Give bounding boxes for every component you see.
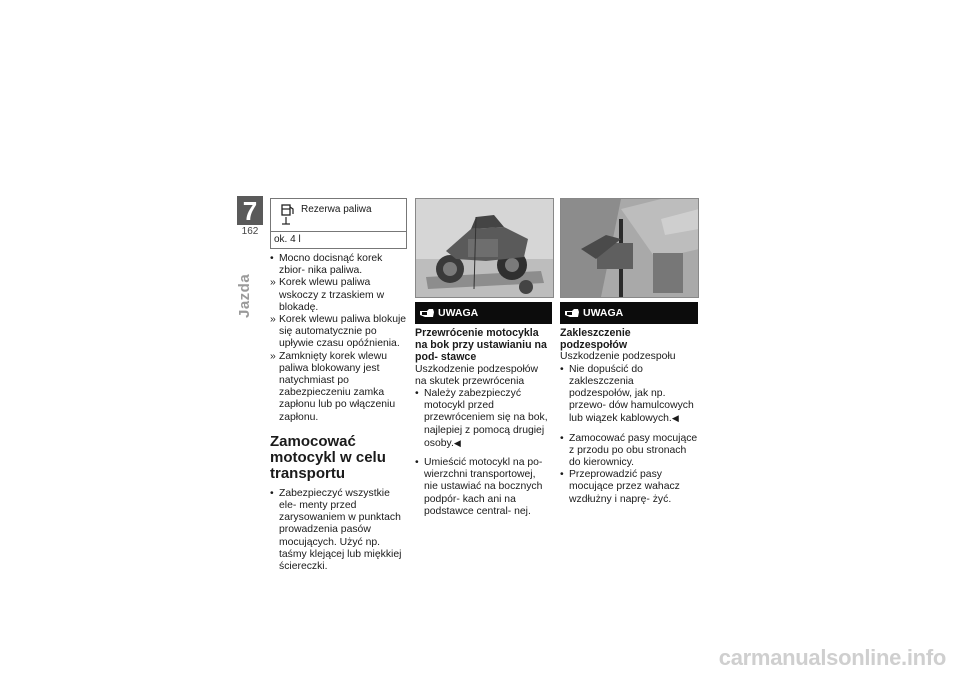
result-marker: » — [270, 314, 276, 326]
warning-label: UWAGA — [583, 307, 624, 319]
warning-list — [560, 364, 698, 426]
fuel-reserve-header — [271, 199, 406, 232]
bullet-marker: • — [560, 432, 564, 444]
bullet-marker: • — [415, 457, 419, 469]
fuel-reserve-box — [270, 198, 407, 249]
chapter-number: 7 — [237, 196, 263, 225]
fuel-reserve-value: ok. 4 l — [274, 234, 301, 245]
warning-list — [415, 388, 552, 450]
list-item — [560, 469, 698, 506]
warning-bar — [415, 302, 552, 324]
list-item — [560, 433, 698, 470]
site-watermark: carmanualsonline.info — [718, 645, 946, 670]
warning-bar — [560, 302, 698, 324]
list-item — [270, 314, 407, 351]
strap-steps — [560, 433, 698, 506]
list-item-text: Zamocować pasy mocujące z przodu po obu stronach do kierownicy. — [569, 432, 698, 469]
warning-title: Zakleszczenie podzespołów — [560, 327, 631, 352]
transport-steps — [270, 488, 407, 573]
bullet-marker: • — [560, 469, 564, 481]
section-title: Zamocować motocykl w celu transportu — [270, 432, 386, 482]
warning-hand-icon — [419, 307, 435, 323]
list-item — [270, 488, 407, 573]
fuel-reserve-label: Rezerwa paliwa — [301, 204, 372, 215]
fuel-cap-steps — [270, 253, 407, 424]
list-item-text: Zamknięty korek wlewu paliwa blokowany jest natychmiast po zabezpieczeniu zamka zapłonu lub po włączeniu zapłonu. — [279, 350, 396, 423]
bullet-marker: • — [270, 487, 274, 499]
chapter-sidebar — [237, 196, 263, 237]
handlebar-strap-photo — [560, 198, 699, 298]
list-item — [270, 253, 407, 277]
result-marker: » — [270, 277, 276, 289]
chapter-title: Jazda — [236, 273, 253, 318]
page-number: 162 — [241, 226, 259, 237]
bullet-marker: • — [560, 363, 564, 375]
motorcycle-trailer-photo — [415, 198, 554, 298]
transport-steps — [415, 457, 552, 518]
fuel-pump-icon — [281, 204, 295, 230]
list-item-text: Umieścić motocykl na po- wierzchni transportowej, nie ustawiać na bocznych podpór- kach ani na podstawce central- nej. — [424, 457, 543, 517]
list-item-text: Nie dopuścić do zakleszczenia podzespołów, jak np. przewo- dów hamulcowych lub wiązek kablowych. — [569, 363, 694, 425]
list-item — [560, 364, 698, 426]
list-item-text: Przeprowadzić pasy mocujące przez wahacz wzdłużny i naprę- żyć. — [569, 469, 680, 505]
list-item-text: Korek wlewu paliwa blokuje się automatycznie po upływie czasu opóźnienia. — [279, 314, 407, 350]
list-item — [415, 388, 552, 450]
bullet-marker: • — [415, 388, 419, 400]
list-item-text: Korek wlewu paliwa wskoczy z trzaskiem w blokadę. — [279, 277, 385, 313]
warning-hand-icon — [564, 307, 580, 323]
list-item — [270, 277, 407, 314]
warning-subtitle: Uszkodzenie podzespołów na skutek przewrócenia — [415, 363, 539, 387]
warning-subtitle: Uszkodzenie podzespołu — [560, 351, 676, 363]
list-item — [270, 351, 407, 424]
result-marker: » — [270, 350, 276, 362]
bullet-marker: • — [270, 253, 274, 264]
warning-title: Przewrócenie motocykla na bok przy ustawianiu na pod- stawce — [415, 327, 547, 364]
list-item-text: Należy zabezpieczyć motocykl przed przewróceniem się na bok, najlepiej z pomocą drugiej osoby. — [424, 388, 548, 449]
list-item-text: Zabezpieczyć wszystkie ele- menty przed zarysowaniem w punktach prowadzenia pasów mocujących. Użyć np. taśmy klejącej lub miękkiej ściereczki. — [279, 487, 402, 573]
list-item — [415, 457, 552, 518]
warning-label: UWAGA — [438, 307, 479, 319]
column-1 — [270, 198, 407, 573]
list-item-text: Mocno docisnąć korek zbior- nika paliwa. — [279, 253, 383, 277]
column-3 — [560, 198, 698, 506]
end-of-warning-icon: ◀ — [453, 437, 461, 448]
column-2 — [415, 198, 552, 518]
end-of-warning-icon: ◀ — [671, 413, 679, 424]
